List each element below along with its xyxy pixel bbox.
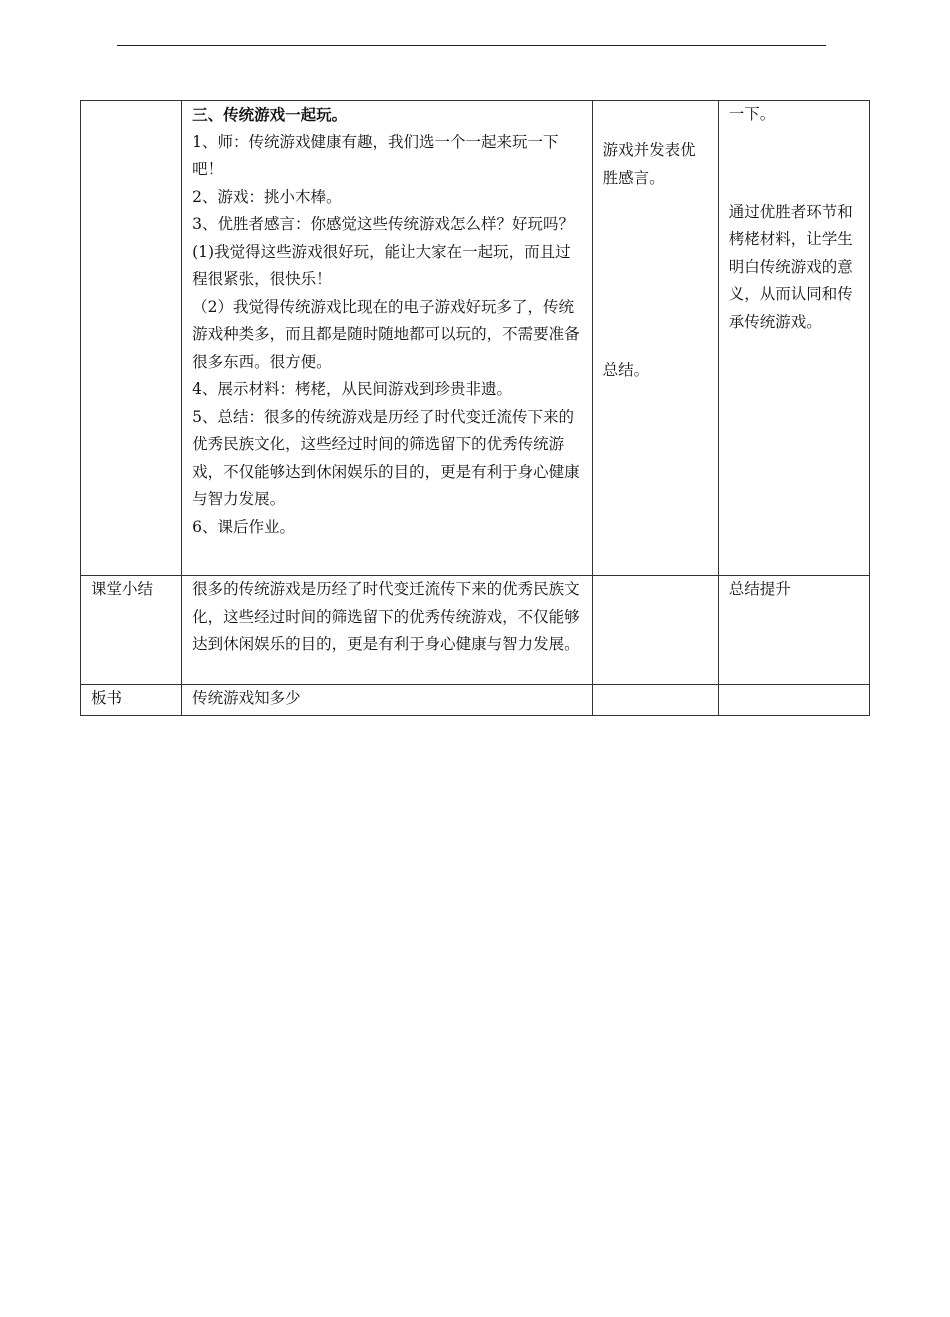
step-3: 3、优胜者感言：你感觉这些传统游戏怎么样？好玩吗？ xyxy=(192,215,574,233)
step-2: 2、游戏：挑小木棒。 xyxy=(192,187,342,206)
design-intent-2: 通过优胜者环节和栲栳材料，让学生明白传统游戏的意义，从而认同和传承传统游戏。 xyxy=(728,202,853,331)
table-row-board xyxy=(81,685,870,716)
step-5: 5、总结：很多的传统游戏是历经了时代变迁流传下来的优秀民族文化，这些经过时间的筛选留下的优秀传统游戏，不仅能够达到休闲娱乐的目的，更是有利于身心健康与智力发展。 xyxy=(192,407,580,508)
lesson-plan-table xyxy=(80,100,870,716)
summary-label: 课堂小结 xyxy=(81,576,182,685)
board-content: 传统游戏知多少 xyxy=(182,685,593,716)
board-intent xyxy=(718,685,869,716)
student-activity-cell xyxy=(592,101,718,576)
board-student-activity xyxy=(592,685,718,716)
stage-label-cell xyxy=(81,101,182,576)
header-rule xyxy=(117,45,826,46)
step-3-answer-2: （2）我觉得传统游戏比现在的电子游戏好玩多了，传统游戏种类多，而且都是随时随地都可以玩的，不需要准备很多东西。很方便。 xyxy=(192,297,580,371)
summary-student-activity xyxy=(592,576,718,685)
board-label: 板书 xyxy=(81,685,182,716)
teaching-process-cell xyxy=(182,101,593,576)
design-intent-1: 一下。 xyxy=(728,105,776,123)
step-4: 4、展示材料：栲栳，从民间游戏到珍贵非遗。 xyxy=(192,380,512,398)
student-activity-1: 游戏并发表优胜感言。 xyxy=(602,141,696,187)
table-row-activity xyxy=(81,101,870,576)
summary-intent: 总结提升 xyxy=(718,576,869,685)
student-activity-2: 总结。 xyxy=(602,361,650,379)
step-1: 1、师：传统游戏健康有趣，我们选一个一起来玩一下吧！ xyxy=(192,132,559,178)
table-row-summary xyxy=(81,576,870,685)
summary-content: 很多的传统游戏是历经了时代变迁流传下来的优秀民族文化，这些经过时间的筛选留下的优秀传统游戏，不仅能够达到休闲娱乐的目的，更是有利于身心健康与智力发展。 xyxy=(182,576,593,685)
section-title: 三、传统游戏一起玩。 xyxy=(192,105,348,124)
step-6: 6、课后作业。 xyxy=(192,517,295,536)
design-intent-cell xyxy=(718,101,869,576)
step-3-answer-1: (1)我觉得这些游戏很好玩，能让大家在一起玩，而且过程很紧张，很快乐！ xyxy=(192,242,571,288)
